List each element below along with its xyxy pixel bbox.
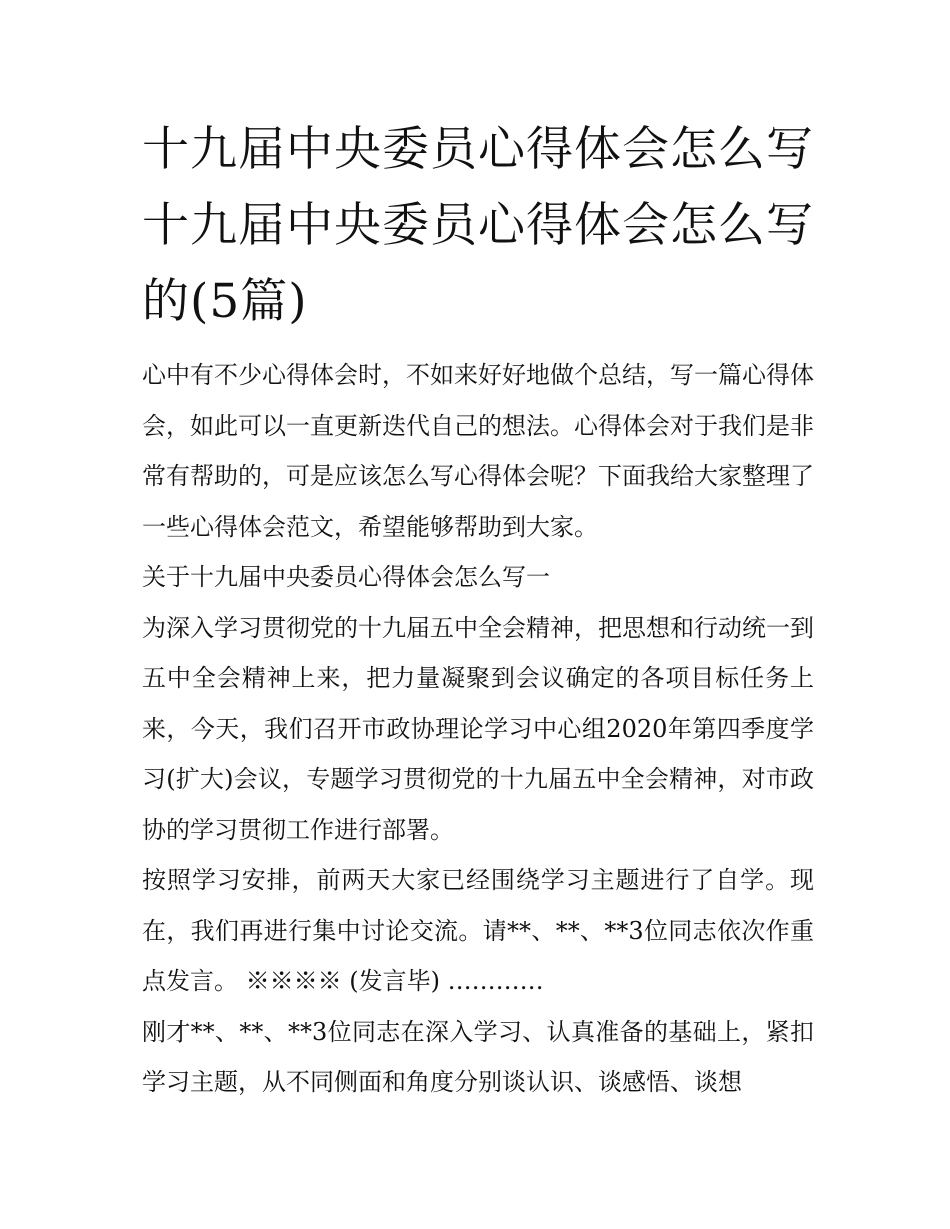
intro-paragraph: 心中有不少心得体会时，不如来好好地做个总结，写一篇心得体会，如此可以一直更新迭代自己的想法。心得体会对于我们是非常有帮助的，可是应该怎么写心得体会呢？下面我给大家整理了一些心得体会范文，希望能够帮助到大家。 bbox=[142, 361, 814, 541]
document-body bbox=[142, 112, 814, 1108]
body-paragraph: 为深入学习贯彻党的十九届五中全会精神，把思想和行动统一到五中全会精神上来，把力量凝聚到会议确定的各项目标任务上来，今天，我们召开市政协理论学习中心组2020年第四季度学习(扩大)会议，专题学习贯彻党的十九届五中全会精神，对市政协的学习贯彻工作进行部署。 bbox=[142, 613, 814, 844]
body-paragraph: 按照学习安排，前两天大家已经围绕学习主题进行了自学。现在，我们再进行集中讨论交流。请**、**、**3位同志依次作重点发言。 ※※※※ (发言毕) ………… bbox=[142, 866, 814, 995]
body-paragraph: 刚才**、**、**3位同志在深入学习、认真准备的基础上，紧扣学习主题，从不同侧面和角度分别谈认识、谈感悟、谈想 bbox=[142, 1017, 814, 1096]
document-title: 十九届中央委员心得体会怎么写 十九届中央委员心得体会怎么写的(5篇) bbox=[142, 122, 814, 329]
section-heading: 关于十九届中央委员心得体会怎么写一 bbox=[142, 563, 550, 591]
